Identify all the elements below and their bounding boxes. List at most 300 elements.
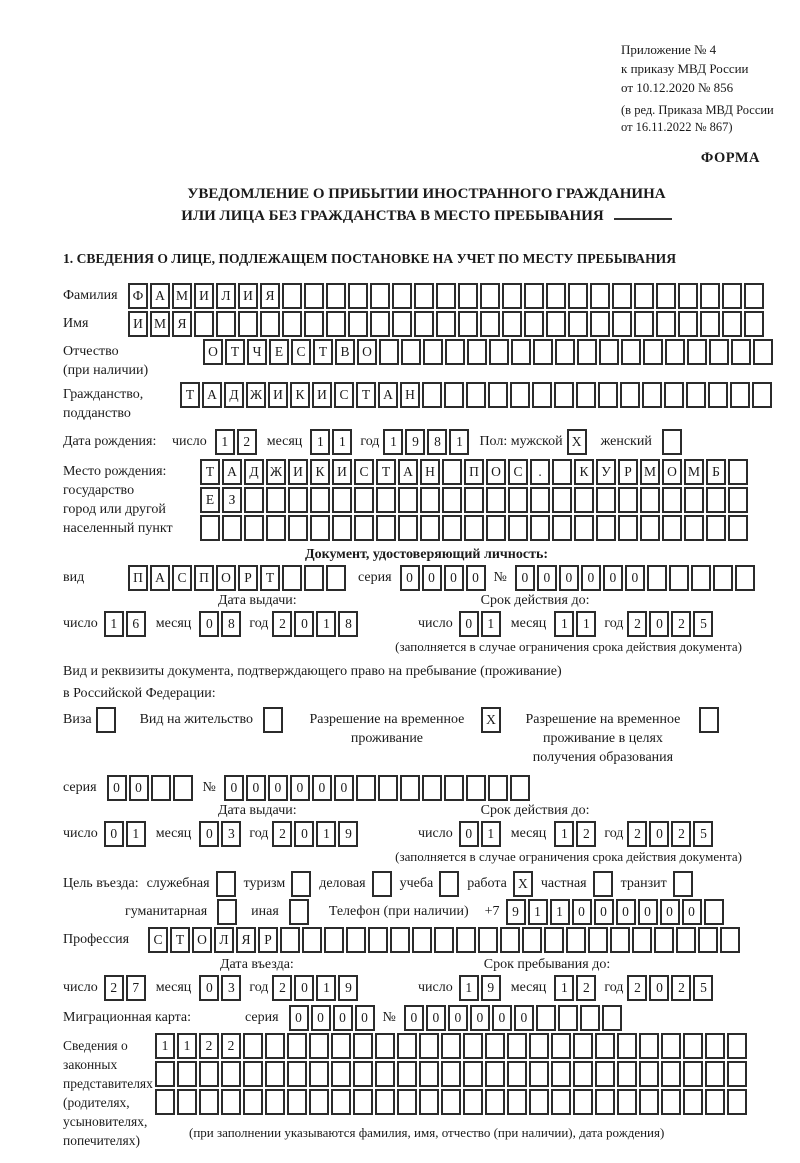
patronymic-char-box[interactable]: В (335, 339, 355, 365)
residence-issue-day-box[interactable]: 0 (104, 821, 124, 847)
doc-type-char-box[interactable]: Т (260, 565, 280, 591)
patronymic-char-box[interactable] (599, 339, 619, 365)
identity-issue-month-box[interactable]: 0 (199, 611, 219, 637)
birth-place-char-box[interactable]: Т (200, 459, 220, 485)
citizenship-char-box[interactable] (466, 382, 486, 408)
given-name-char-box[interactable]: М (150, 311, 170, 337)
entry-year-box[interactable]: 0 (294, 975, 314, 1001)
entry-day-box[interactable]: 7 (126, 975, 146, 1001)
identity-number-box[interactable] (735, 565, 755, 591)
profession-char-box[interactable] (412, 927, 432, 953)
birth-place-char-box[interactable] (354, 515, 374, 541)
residence-number-box[interactable]: 0 (290, 775, 310, 801)
representatives-char-box[interactable] (243, 1061, 263, 1087)
patronymic-char-box[interactable]: С (291, 339, 311, 365)
profession-char-box[interactable]: Т (170, 927, 190, 953)
representatives-char-box[interactable] (617, 1033, 637, 1059)
migration-number-box[interactable]: 0 (426, 1005, 446, 1031)
birth-place-char-box[interactable]: Н (420, 459, 440, 485)
residence-number-box[interactable] (356, 775, 376, 801)
representatives-char-box[interactable] (595, 1089, 615, 1115)
birth-place-char-box[interactable]: Д (244, 459, 264, 485)
birth-place-char-box[interactable] (244, 487, 264, 513)
birth-year-box[interactable]: 9 (405, 429, 425, 455)
birth-place-char-box[interactable] (486, 487, 506, 513)
surname-char-box[interactable] (392, 283, 412, 309)
profession-char-box[interactable]: О (192, 927, 212, 953)
birth-place-char-box[interactable]: К (310, 459, 330, 485)
representatives-char-box[interactable] (353, 1033, 373, 1059)
surname-char-box[interactable]: Л (216, 283, 236, 309)
representatives-char-box[interactable] (683, 1089, 703, 1115)
representatives-char-box[interactable] (199, 1089, 219, 1115)
representatives-char-box[interactable] (309, 1033, 329, 1059)
representatives-char-box[interactable] (727, 1089, 747, 1115)
residence-number-box[interactable] (400, 775, 420, 801)
given-name-char-box[interactable] (502, 311, 522, 337)
birth-place-char-box[interactable]: К (574, 459, 594, 485)
representatives-char-box[interactable] (661, 1061, 681, 1087)
representatives-char-box[interactable] (507, 1061, 527, 1087)
phone-digit-box[interactable] (704, 899, 724, 925)
identity-number-box[interactable]: 0 (581, 565, 601, 591)
representatives-char-box[interactable] (353, 1089, 373, 1115)
surname-char-box[interactable] (326, 283, 346, 309)
birth-place-char-box[interactable] (640, 515, 660, 541)
citizenship-char-box[interactable] (708, 382, 728, 408)
citizenship-char-box[interactable] (576, 382, 596, 408)
migration-number-box[interactable]: 0 (492, 1005, 512, 1031)
representatives-char-box[interactable] (221, 1089, 241, 1115)
representatives-char-box[interactable] (705, 1089, 725, 1115)
residence-number-box[interactable]: 0 (224, 775, 244, 801)
representatives-char-box[interactable] (463, 1033, 483, 1059)
profession-char-box[interactable] (698, 927, 718, 953)
checkbox-temp-residence-edu[interactable] (699, 707, 719, 733)
birth-place-char-box[interactable] (574, 487, 594, 513)
residence-valid-year-box[interactable]: 5 (693, 821, 713, 847)
phone-digit-box[interactable]: 0 (594, 899, 614, 925)
identity-number-box[interactable]: 0 (537, 565, 557, 591)
profession-char-box[interactable] (566, 927, 586, 953)
birth-place-char-box[interactable] (552, 515, 572, 541)
identity-series-box[interactable]: 0 (422, 565, 442, 591)
given-name-char-box[interactable] (238, 311, 258, 337)
surname-char-box[interactable] (524, 283, 544, 309)
doc-type-char-box[interactable]: П (194, 565, 214, 591)
representatives-char-box[interactable] (265, 1061, 285, 1087)
birth-place-char-box[interactable] (266, 515, 286, 541)
residence-number-box[interactable] (444, 775, 464, 801)
citizenship-char-box[interactable] (620, 382, 640, 408)
identity-series-box[interactable]: 0 (466, 565, 486, 591)
surname-char-box[interactable] (348, 283, 368, 309)
birth-place-char-box[interactable] (486, 515, 506, 541)
birth-place-char-box[interactable] (222, 515, 242, 541)
citizenship-char-box[interactable] (532, 382, 552, 408)
given-name-char-box[interactable] (722, 311, 742, 337)
birth-place-char-box[interactable] (596, 487, 616, 513)
given-name-char-box[interactable] (634, 311, 654, 337)
citizenship-char-box[interactable] (422, 382, 442, 408)
patronymic-char-box[interactable] (709, 339, 729, 365)
surname-char-box[interactable] (568, 283, 588, 309)
phone-digit-box[interactable]: 0 (682, 899, 702, 925)
residence-issue-month-box[interactable]: 0 (199, 821, 219, 847)
profession-char-box[interactable]: Р (258, 927, 278, 953)
profession-char-box[interactable] (632, 927, 652, 953)
profession-char-box[interactable] (434, 927, 454, 953)
checkbox-purpose-tourism[interactable] (291, 871, 311, 897)
representatives-char-box[interactable] (529, 1033, 549, 1059)
birth-place-char-box[interactable] (684, 487, 704, 513)
migration-number-box[interactable] (602, 1005, 622, 1031)
birth-place-char-box[interactable] (310, 515, 330, 541)
given-name-char-box[interactable] (656, 311, 676, 337)
residence-issue-month-box[interactable]: 3 (221, 821, 241, 847)
representatives-char-box[interactable] (309, 1061, 329, 1087)
citizenship-char-box[interactable]: И (312, 382, 332, 408)
patronymic-char-box[interactable]: О (203, 339, 223, 365)
profession-char-box[interactable] (302, 927, 322, 953)
residence-issue-year-box[interactable]: 1 (316, 821, 336, 847)
birth-place-char-box[interactable] (684, 515, 704, 541)
birth-place-char-box[interactable] (332, 487, 352, 513)
citizenship-char-box[interactable]: Т (180, 382, 200, 408)
birth-place-char-box[interactable] (244, 515, 264, 541)
patronymic-char-box[interactable] (621, 339, 641, 365)
identity-valid-month-box[interactable]: 1 (554, 611, 574, 637)
birth-place-char-box[interactable] (398, 515, 418, 541)
patronymic-char-box[interactable] (555, 339, 575, 365)
birth-place-char-box[interactable] (596, 515, 616, 541)
birth-place-char-box[interactable] (618, 515, 638, 541)
profession-char-box[interactable] (456, 927, 476, 953)
surname-char-box[interactable] (304, 283, 324, 309)
patronymic-char-box[interactable]: Е (269, 339, 289, 365)
birth-place-char-box[interactable]: И (288, 459, 308, 485)
birth-place-char-box[interactable] (640, 487, 660, 513)
identity-number-box[interactable] (647, 565, 667, 591)
profession-char-box[interactable] (610, 927, 630, 953)
surname-char-box[interactable] (744, 283, 764, 309)
identity-valid-year-box[interactable]: 2 (671, 611, 691, 637)
surname-char-box[interactable]: Ф (128, 283, 148, 309)
identity-number-box[interactable]: 0 (625, 565, 645, 591)
profession-char-box[interactable] (478, 927, 498, 953)
entry-day-box[interactable]: 2 (104, 975, 124, 1001)
representatives-char-box[interactable]: 2 (199, 1033, 219, 1059)
entry-year-box[interactable]: 2 (272, 975, 292, 1001)
representatives-char-box[interactable] (683, 1033, 703, 1059)
checkbox-purpose-other[interactable] (289, 899, 309, 925)
birth-place-char-box[interactable] (266, 487, 286, 513)
residence-valid-day-box[interactable]: 1 (481, 821, 501, 847)
given-name-char-box[interactable]: И (128, 311, 148, 337)
representatives-char-box[interactable] (287, 1089, 307, 1115)
representatives-char-box[interactable] (507, 1033, 527, 1059)
given-name-char-box[interactable] (260, 311, 280, 337)
identity-issue-year-box[interactable]: 1 (316, 611, 336, 637)
representatives-char-box[interactable] (155, 1061, 175, 1087)
birth-place-char-box[interactable] (420, 515, 440, 541)
residence-number-box[interactable] (488, 775, 508, 801)
birth-place-char-box[interactable] (728, 487, 748, 513)
representatives-char-box[interactable] (243, 1089, 263, 1115)
identity-valid-month-box[interactable]: 1 (576, 611, 596, 637)
checkbox-residence-permit[interactable] (263, 707, 283, 733)
representatives-char-box[interactable]: 1 (177, 1033, 197, 1059)
checkbox-purpose-transit[interactable] (673, 871, 693, 897)
representatives-char-box[interactable] (397, 1033, 417, 1059)
given-name-char-box[interactable] (546, 311, 566, 337)
identity-valid-day-box[interactable]: 0 (459, 611, 479, 637)
representatives-char-box[interactable] (397, 1061, 417, 1087)
birth-place-char-box[interactable]: Р (618, 459, 638, 485)
residence-issue-day-box[interactable]: 1 (126, 821, 146, 847)
profession-char-box[interactable] (280, 927, 300, 953)
surname-char-box[interactable] (502, 283, 522, 309)
representatives-char-box[interactable] (485, 1061, 505, 1087)
residence-series-box[interactable] (151, 775, 171, 801)
profession-char-box[interactable] (544, 927, 564, 953)
residence-number-box[interactable] (422, 775, 442, 801)
representatives-char-box[interactable] (177, 1089, 197, 1115)
representatives-char-box[interactable] (353, 1061, 373, 1087)
representatives-char-box[interactable] (661, 1089, 681, 1115)
citizenship-char-box[interactable] (444, 382, 464, 408)
doc-type-char-box[interactable]: С (172, 565, 192, 591)
patronymic-char-box[interactable] (731, 339, 751, 365)
birth-place-char-box[interactable] (332, 515, 352, 541)
identity-valid-year-box[interactable]: 2 (627, 611, 647, 637)
given-name-char-box[interactable] (612, 311, 632, 337)
birth-place-char-box[interactable]: А (222, 459, 242, 485)
surname-char-box[interactable] (414, 283, 434, 309)
stay-year-box[interactable]: 2 (627, 975, 647, 1001)
surname-char-box[interactable] (458, 283, 478, 309)
identity-issue-month-box[interactable]: 8 (221, 611, 241, 637)
representatives-char-box[interactable] (265, 1089, 285, 1115)
surname-char-box[interactable]: М (172, 283, 192, 309)
given-name-char-box[interactable] (458, 311, 478, 337)
birth-place-char-box[interactable]: Ж (266, 459, 286, 485)
patronymic-char-box[interactable] (665, 339, 685, 365)
surname-char-box[interactable] (546, 283, 566, 309)
surname-char-box[interactable] (436, 283, 456, 309)
identity-issue-day-box[interactable]: 1 (104, 611, 124, 637)
migration-series-box[interactable]: 0 (289, 1005, 309, 1031)
identity-valid-year-box[interactable]: 5 (693, 611, 713, 637)
checkbox-purpose-study[interactable] (439, 871, 459, 897)
surname-char-box[interactable] (590, 283, 610, 309)
given-name-char-box[interactable] (568, 311, 588, 337)
residence-number-box[interactable]: 0 (312, 775, 332, 801)
representatives-char-box[interactable] (705, 1061, 725, 1087)
representatives-char-box[interactable] (441, 1033, 461, 1059)
patronymic-char-box[interactable] (753, 339, 773, 365)
birth-place-char-box[interactable]: С (508, 459, 528, 485)
citizenship-char-box[interactable] (730, 382, 750, 408)
citizenship-char-box[interactable] (642, 382, 662, 408)
profession-char-box[interactable] (390, 927, 410, 953)
checkbox-sex-male[interactable]: X (567, 429, 587, 455)
representatives-char-box[interactable] (639, 1061, 659, 1087)
profession-char-box[interactable] (522, 927, 542, 953)
representatives-char-box[interactable] (441, 1089, 461, 1115)
representatives-char-box[interactable] (595, 1061, 615, 1087)
citizenship-char-box[interactable] (686, 382, 706, 408)
birth-place-char-box[interactable] (530, 487, 550, 513)
residence-issue-year-box[interactable]: 2 (272, 821, 292, 847)
checkbox-temp-residence[interactable]: X (481, 707, 501, 733)
residence-number-box[interactable] (510, 775, 530, 801)
migration-number-box[interactable] (580, 1005, 600, 1031)
birth-place-char-box[interactable]: У (596, 459, 616, 485)
birth-place-char-box[interactable] (508, 487, 528, 513)
representatives-char-box[interactable] (375, 1033, 395, 1059)
patronymic-char-box[interactable] (379, 339, 399, 365)
migration-number-box[interactable] (536, 1005, 556, 1031)
doc-type-char-box[interactable] (304, 565, 324, 591)
surname-char-box[interactable] (722, 283, 742, 309)
profession-char-box[interactable] (368, 927, 388, 953)
representatives-char-box[interactable] (331, 1061, 351, 1087)
representatives-char-box[interactable] (287, 1061, 307, 1087)
birth-day-box[interactable]: 1 (215, 429, 235, 455)
entry-year-box[interactable]: 1 (316, 975, 336, 1001)
birth-place-char-box[interactable]: Е (200, 487, 220, 513)
birth-place-char-box[interactable] (310, 487, 330, 513)
residence-number-box[interactable]: 0 (246, 775, 266, 801)
patronymic-char-box[interactable]: О (357, 339, 377, 365)
given-name-char-box[interactable] (480, 311, 500, 337)
profession-char-box[interactable] (500, 927, 520, 953)
surname-char-box[interactable] (678, 283, 698, 309)
surname-char-box[interactable]: И (194, 283, 214, 309)
identity-issue-year-box[interactable]: 2 (272, 611, 292, 637)
patronymic-char-box[interactable] (511, 339, 531, 365)
phone-digit-box[interactable]: 0 (572, 899, 592, 925)
representatives-char-box[interactable] (419, 1089, 439, 1115)
representatives-char-box[interactable] (419, 1061, 439, 1087)
stay-day-box[interactable]: 9 (481, 975, 501, 1001)
birth-place-char-box[interactable]: О (486, 459, 506, 485)
identity-issue-year-box[interactable]: 0 (294, 611, 314, 637)
checkbox-purpose-private[interactable] (593, 871, 613, 897)
identity-valid-year-box[interactable]: 0 (649, 611, 669, 637)
doc-type-char-box[interactable]: О (216, 565, 236, 591)
migration-series-box[interactable]: 0 (311, 1005, 331, 1031)
doc-type-char-box[interactable] (282, 565, 302, 591)
phone-digit-box[interactable]: 0 (616, 899, 636, 925)
entry-month-box[interactable]: 3 (221, 975, 241, 1001)
given-name-char-box[interactable] (392, 311, 412, 337)
birth-year-box[interactable]: 1 (383, 429, 403, 455)
identity-number-box[interactable] (669, 565, 689, 591)
citizenship-char-box[interactable]: К (290, 382, 310, 408)
citizenship-char-box[interactable]: Т (356, 382, 376, 408)
checkbox-purpose-business[interactable] (372, 871, 392, 897)
residence-number-box[interactable] (466, 775, 486, 801)
doc-type-char-box[interactable]: Р (238, 565, 258, 591)
migration-number-box[interactable]: 0 (514, 1005, 534, 1031)
residence-number-box[interactable] (378, 775, 398, 801)
checkbox-visa[interactable] (96, 707, 116, 733)
birth-place-char-box[interactable]: Б (706, 459, 726, 485)
doc-type-char-box[interactable] (326, 565, 346, 591)
citizenship-char-box[interactable]: А (378, 382, 398, 408)
surname-char-box[interactable]: Я (260, 283, 280, 309)
stay-day-box[interactable]: 1 (459, 975, 479, 1001)
birth-place-char-box[interactable] (354, 487, 374, 513)
representatives-char-box[interactable] (265, 1033, 285, 1059)
birth-place-char-box[interactable] (376, 487, 396, 513)
birth-place-char-box[interactable]: С (354, 459, 374, 485)
representatives-char-box[interactable] (463, 1089, 483, 1115)
patronymic-char-box[interactable]: Ч (247, 339, 267, 365)
representatives-char-box[interactable] (595, 1033, 615, 1059)
birth-place-char-box[interactable]: . (530, 459, 550, 485)
stay-year-box[interactable]: 0 (649, 975, 669, 1001)
representatives-char-box[interactable] (441, 1061, 461, 1087)
identity-issue-day-box[interactable]: 6 (126, 611, 146, 637)
citizenship-char-box[interactable]: Ж (246, 382, 266, 408)
identity-valid-day-box[interactable]: 1 (481, 611, 501, 637)
representatives-char-box[interactable] (243, 1033, 263, 1059)
birth-place-char-box[interactable] (464, 515, 484, 541)
given-name-char-box[interactable] (414, 311, 434, 337)
representatives-char-box[interactable] (331, 1033, 351, 1059)
representatives-char-box[interactable] (199, 1061, 219, 1087)
phone-digit-box[interactable]: 1 (550, 899, 570, 925)
surname-char-box[interactable] (480, 283, 500, 309)
birth-place-char-box[interactable] (200, 515, 220, 541)
patronymic-char-box[interactable] (643, 339, 663, 365)
given-name-char-box[interactable] (282, 311, 302, 337)
profession-char-box[interactable]: Л (214, 927, 234, 953)
birth-place-char-box[interactable] (662, 515, 682, 541)
patronymic-char-box[interactable] (687, 339, 707, 365)
migration-series-box[interactable]: 0 (333, 1005, 353, 1031)
representatives-char-box[interactable] (617, 1089, 637, 1115)
identity-series-box[interactable]: 0 (400, 565, 420, 591)
birth-place-char-box[interactable]: М (640, 459, 660, 485)
birth-place-char-box[interactable] (442, 487, 462, 513)
checkbox-sex-female[interactable] (662, 429, 682, 455)
representatives-char-box[interactable] (485, 1089, 505, 1115)
birth-place-char-box[interactable] (728, 459, 748, 485)
profession-char-box[interactable] (720, 927, 740, 953)
representatives-char-box[interactable] (639, 1033, 659, 1059)
surname-char-box[interactable]: И (238, 283, 258, 309)
birth-place-char-box[interactable]: О (662, 459, 682, 485)
representatives-char-box[interactable] (331, 1089, 351, 1115)
representatives-char-box[interactable] (551, 1033, 571, 1059)
representatives-char-box[interactable] (287, 1033, 307, 1059)
representatives-char-box[interactable] (155, 1089, 175, 1115)
patronymic-char-box[interactable] (445, 339, 465, 365)
identity-issue-year-box[interactable]: 8 (338, 611, 358, 637)
residence-valid-year-box[interactable]: 0 (649, 821, 669, 847)
birth-place-char-box[interactable] (530, 515, 550, 541)
birth-place-char-box[interactable]: П (464, 459, 484, 485)
birth-month-box[interactable]: 1 (310, 429, 330, 455)
representatives-char-box[interactable] (573, 1089, 593, 1115)
profession-char-box[interactable]: Я (236, 927, 256, 953)
profession-char-box[interactable] (654, 927, 674, 953)
phone-digit-box[interactable]: 1 (528, 899, 548, 925)
